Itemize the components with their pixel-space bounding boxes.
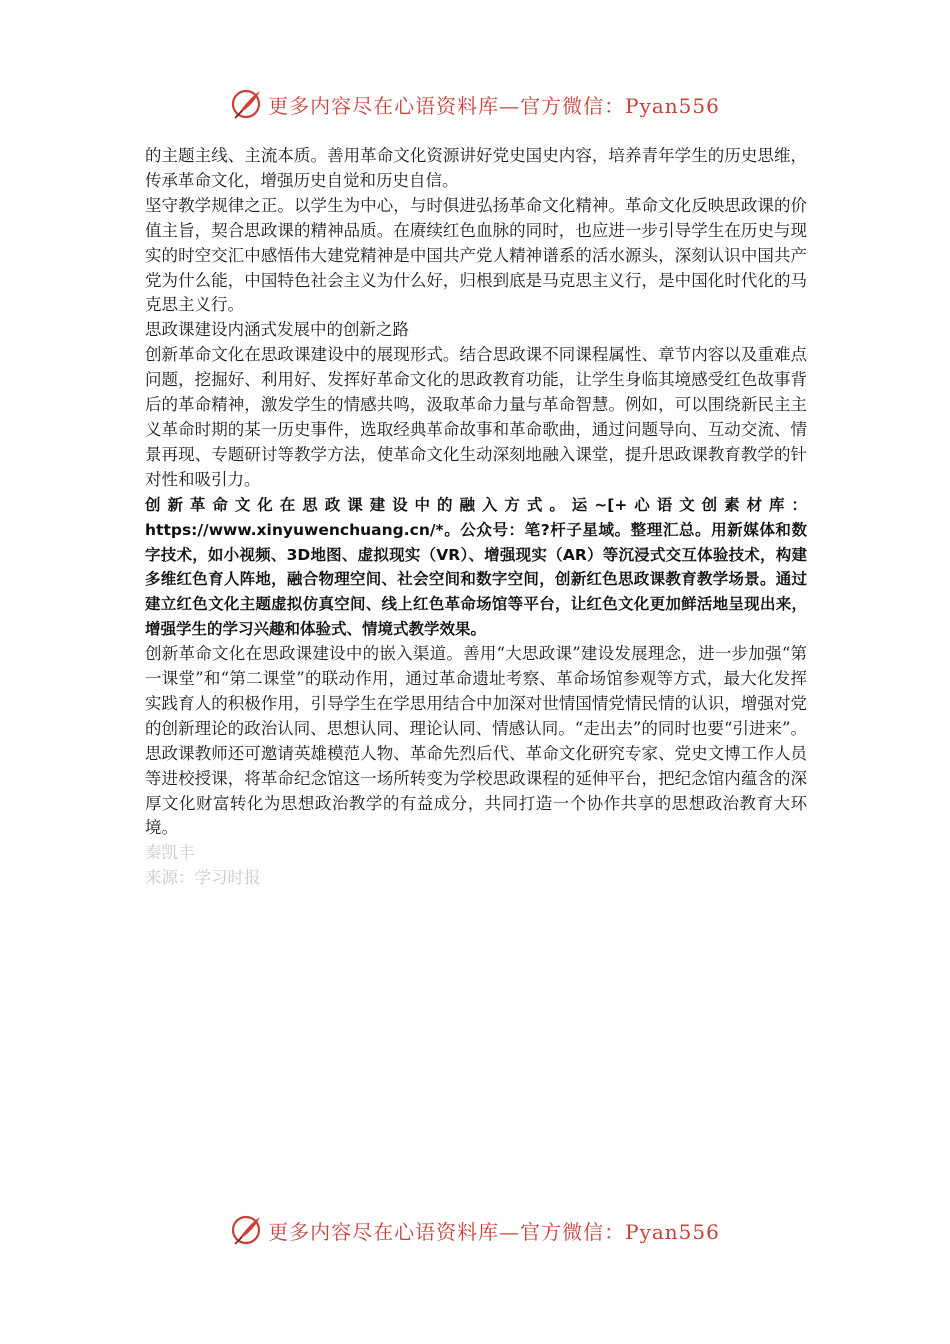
banner-text: 更多内容尽在心语资料库—官方微信：Pyan556 <box>268 1219 720 1244</box>
source-line: 来源：学习时报 <box>145 868 261 888</box>
banner-text: 更多内容尽在心语资料库—官方微信：Pyan556 <box>268 93 720 118</box>
paragraph-4: 创新革命文化在思政课建设中的融入方式。运~[+心语文创素材库：https://www.xinyuwenchuang.cn/*。公众号：笔?杆子星域。整理汇总。用新媒体和数字技术，如小视频、3D地图、虚拟现实（VR）、增强现实（AR）等沉浸式交互体验技术，构建多维红色育人阵地，融合物理空间、社会空间和数字空间，创新红色思政课教育教学场景。通过建立红色文化主题虚拟仿真空间、线上红色革命场馆等平台，让红色文化更加鲜活地呈现出来，增强学生的学习兴趣和体验式、情境式教学效果。 <box>145 495 807 639</box>
section-heading: 思政课建设内涵式发展中的创新之路 <box>145 320 409 340</box>
paragraph-1: 的主题主线、主流本质。善用革命文化资源讲好党史国史内容，培养青年学生的历史思维，传承革命文化，增强历史自觉和历史自信。 <box>145 146 807 190</box>
quill-logo-icon <box>230 87 264 121</box>
paragraph-2: 坚守教学规律之正。以学生为中心，与时俱进弘扬革命文化精神。革命文化反映思政课的价值主旨，契合思政课的精神品质。在赓续红色血脉的同时，也应进一步引导学生在历史与现实的时空交汇中感悟伟大建党精神是中国共产党人精神谱系的活水源头，深刻认识中国共产党为什么能，中国特色社会主义为什么好，归根到底是马克思主义行，是中国化时代化的马克思主义行。 <box>145 195 807 315</box>
header-banner <box>0 84 950 124</box>
footer-banner <box>0 1210 950 1250</box>
paragraph-3: 创新革命文化在思政课建设中的展现形式。结合思政课不同课程属性、章节内容以及重难点问题，挖掘好、利用好、发挥好革命文化的思政教育功能，让学生身临其境感受红色故事背后的革命精神，激发学生的情感共鸣，汲取革命力量与革命智慧。例如，可以围绕新民主主义革命时期的某一历史事件，选取经典革命故事和革命歌曲，通过问题导向、互动交流、情景再现、专题研讨等教学方法，使革命文化生动深刻地融入课堂，提升思政课教育教学的针对性和吸引力。 <box>145 345 807 489</box>
quill-logo-icon <box>230 1213 264 1247</box>
paragraph-5: 创新革命文化在思政课建设中的嵌入渠道。善用“大思政课”建设发展理念，进一步加强“第一课堂”和“第二课堂”的联动作用，通过革命遗址考察、革命场馆参观等方式，最大化发挥实践育人的积极作用，引导学生在学思用结合中加深对世情国情党情民情的认识，增强对党的创新理论的政治认同、思想认同、理论认同、情感认同。“走出去”的同时也要“引进来”。思政课教师还可邀请英雄模范人物、革命先烈后代、革命文化研究专家、党史文博工作人员等进校授课，将革命纪念馆这一场所转变为学校思政课程的延伸平台，把纪念馆内蕴含的深厚文化财富转化为思想政治教学的有益成分，共同打造一个协作共享的思想政治教育大环境。 <box>145 644 807 838</box>
article-body <box>145 144 807 891</box>
author-name: 秦凯丰 <box>145 843 195 863</box>
